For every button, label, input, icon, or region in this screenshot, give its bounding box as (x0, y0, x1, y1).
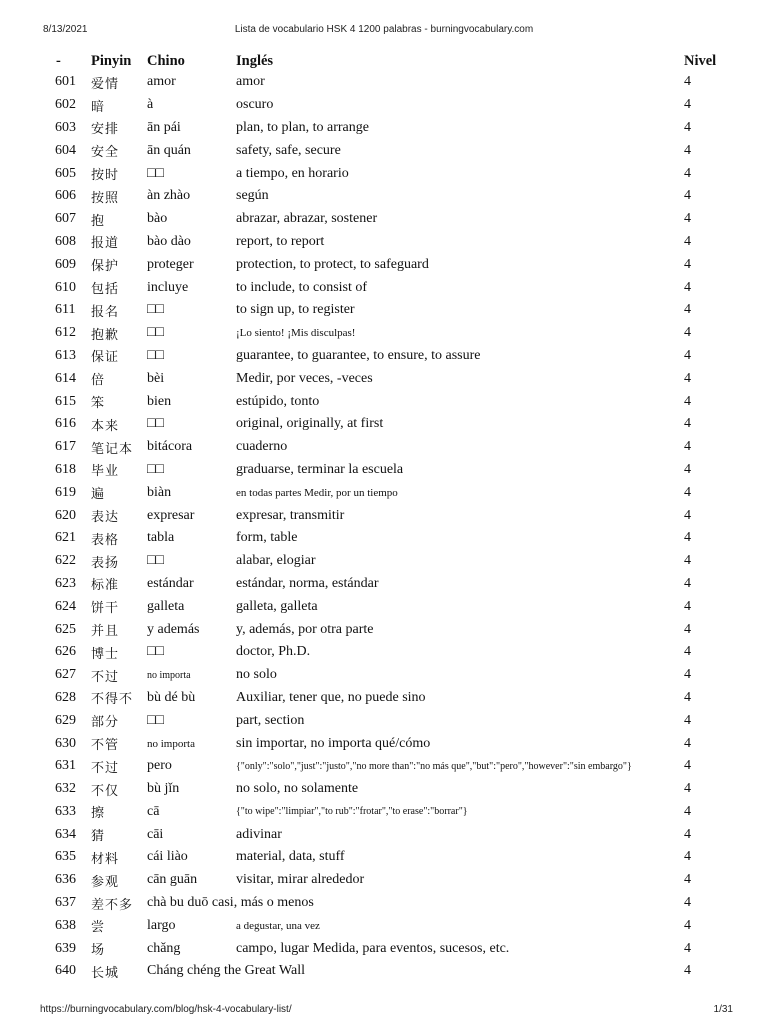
translation-cell: {"only":"solo","just":"justo","no more than":"no más que","but":"pero","however":"sin embargo"} (236, 760, 632, 772)
level-cell: 4 (684, 233, 691, 249)
chinese-cell: 抱 (91, 213, 106, 229)
chinese-cell: 表格 (91, 532, 120, 548)
row-number: 604 (55, 142, 76, 158)
pinyin-cell: □□ (147, 712, 164, 728)
table-row (40, 869, 740, 892)
row-number: 603 (55, 119, 76, 135)
row-number: 620 (55, 507, 76, 523)
translation-cell: plan, to plan, to arrange (236, 119, 369, 135)
pinyin-cell: □□ (147, 461, 164, 477)
level-cell: 4 (684, 644, 691, 660)
row-number: 601 (55, 74, 76, 90)
translation-cell: alabar, elogiar (236, 553, 316, 569)
table-row (40, 732, 740, 755)
pinyin-cell: □□ (147, 325, 164, 341)
translation-cell: {"to wipe":"limpiar","to rub":"frotar","to erase":"borrar"} (236, 806, 468, 818)
table-row (40, 94, 740, 117)
row-number: 632 (55, 781, 76, 797)
table-row (40, 71, 740, 94)
pinyin-cell: cān guān (147, 872, 198, 888)
level-cell: 4 (684, 256, 691, 272)
translation-cell: to include, to consist of (236, 279, 368, 295)
pinyin-cell: expresar (147, 507, 195, 523)
translation-cell: y, además, por otra parte (236, 621, 374, 637)
pinyin-cell: cā (147, 803, 160, 819)
table-row (40, 618, 740, 641)
translation-cell: no solo (236, 667, 277, 683)
translation-cell: visitar, mirar alrededor (236, 872, 365, 888)
level-cell: 4 (684, 188, 691, 204)
pinyin-cell: □□ (147, 553, 164, 569)
row-number: 631 (55, 758, 76, 774)
row-number: 613 (55, 347, 76, 363)
translation-cell: estúpido, tonto (236, 393, 320, 409)
chinese-cell: 毕业 (91, 464, 120, 480)
level-cell: 4 (684, 712, 691, 728)
chinese-cell: 爱情 (91, 76, 120, 92)
page-footer (0, 1004, 768, 1018)
row-number: 609 (55, 256, 76, 272)
table-row (40, 755, 740, 778)
chinese-cell: 材料 (91, 851, 120, 867)
table-row (40, 550, 740, 573)
chinese-cell: 不得不 (91, 692, 134, 708)
translation-cell: según (236, 188, 269, 204)
table-row (40, 162, 740, 185)
level-cell: 4 (684, 826, 691, 842)
pinyin-cell: □□ (147, 165, 164, 181)
chinese-cell: 暗 (91, 99, 106, 115)
level-cell: 4 (684, 917, 691, 933)
row-number: 636 (55, 872, 76, 888)
pinyin-cell: □□ (147, 644, 164, 660)
table-row (40, 664, 740, 687)
page-header (0, 24, 768, 38)
column-header-english: Inglés (236, 52, 274, 69)
table-row (40, 253, 740, 276)
level-cell: 4 (684, 370, 691, 386)
source-url: https://burningvocabulary.com/blog/hsk-4-vocabulary-list/ (40, 1004, 292, 1015)
chinese-cell: 倍 (91, 373, 106, 389)
translation-cell: ¡Lo siento! ¡Mis disculpas! (236, 327, 356, 340)
row-number: 640 (55, 963, 76, 979)
translation-cell: material, data, stuff (236, 849, 345, 865)
level-cell: 4 (684, 530, 691, 546)
translation-cell: no solo, no solamente (236, 781, 359, 797)
pinyin-cell: chǎng (147, 940, 181, 956)
table-row (40, 481, 740, 504)
level-cell: 4 (684, 393, 691, 409)
translation-cell: a tiempo, en horario (236, 165, 349, 181)
pinyin-cell: cái liào (147, 849, 188, 865)
row-number: 635 (55, 849, 76, 865)
chinese-cell: 报道 (91, 236, 120, 252)
chinese-cell: 不管 (91, 738, 120, 753)
level-cell: 4 (684, 211, 691, 227)
table-body (40, 71, 740, 983)
pinyin-cell: galleta (147, 598, 185, 614)
chinese-cell: 擦 (91, 806, 106, 822)
level-cell: 4 (684, 575, 691, 591)
chinese-cell: 按照 (91, 190, 120, 206)
level-cell: 4 (684, 461, 691, 477)
chinese-cell: 不仅 (91, 783, 120, 799)
pinyin-cell: □□ (147, 302, 164, 318)
pinyin-cell: incluye (147, 279, 189, 295)
level-cell: 4 (684, 621, 691, 637)
pinyin-cell: bào dào (147, 233, 191, 249)
table-row (40, 276, 740, 299)
translation-cell: guarantee, to guarantee, to ensure, to assure (236, 347, 481, 363)
table-row (40, 117, 740, 140)
chinese-cell: 长城 (91, 965, 120, 981)
level-cell: 4 (684, 963, 691, 979)
column-header-number: - (56, 52, 61, 69)
row-number: 610 (55, 279, 76, 295)
table-row (40, 185, 740, 208)
pinyin-cell: largo (147, 917, 176, 933)
level-cell: 4 (684, 735, 691, 751)
row-number: 616 (55, 416, 76, 432)
pinyin-cell: bù dé bù (147, 689, 196, 705)
table-row (40, 527, 740, 550)
table-row (40, 390, 740, 413)
translation-cell: part, section (236, 712, 305, 728)
chinese-cell: 不过 (91, 760, 120, 776)
level-cell: 4 (684, 165, 691, 181)
chinese-cell: 安全 (91, 145, 120, 161)
translation-cell: protection, to protect, to safeguard (236, 256, 429, 272)
table-row (40, 709, 740, 732)
table-row (40, 641, 740, 664)
chinese-cell: 差不多 (91, 897, 134, 913)
translation-cell: en todas partes Medir, por un tiempo (236, 486, 398, 499)
row-number: 634 (55, 826, 76, 842)
pinyin-cell: tabla (147, 530, 175, 546)
chinese-cell: 遍 (91, 487, 106, 503)
chinese-cell: 不过 (91, 669, 120, 685)
row-number: 621 (55, 530, 76, 546)
translation-cell: doctor, Ph.D. (236, 644, 311, 660)
translation-cell: to sign up, to register (236, 302, 355, 318)
chinese-cell: 笨 (91, 396, 106, 412)
document-title: Lista de vocabulario HSK 4 1200 palabras - burningvocabulary.com (234, 24, 534, 35)
row-number: 612 (55, 325, 76, 341)
table-row (40, 436, 740, 459)
row-number: 637 (55, 895, 76, 911)
chinese-cell: 包括 (91, 282, 120, 298)
pinyin-cell: à (147, 97, 154, 113)
translation-cell: estándar, norma, estándar (236, 575, 379, 591)
translation-cell: form, table (236, 530, 298, 546)
translation-cell: report, to report (236, 233, 325, 249)
table-row (40, 687, 740, 710)
pinyin-cell: □□ (147, 347, 164, 363)
chinese-cell: 标准 (91, 578, 120, 594)
row-number: 627 (55, 667, 76, 683)
table-row (40, 208, 740, 231)
level-cell: 4 (684, 347, 691, 363)
row-number: 615 (55, 393, 76, 409)
page-number: 1/31 (713, 1004, 733, 1015)
translation-cell: amor (236, 74, 265, 90)
column-header-pinyin: Pinyin (91, 52, 132, 69)
level-cell: 4 (684, 803, 691, 819)
row-number: 602 (55, 97, 76, 113)
table-row (40, 960, 740, 983)
chinese-cell: 本来 (91, 418, 120, 434)
pinyin-cell: proteger (147, 256, 194, 272)
table-row (40, 846, 740, 869)
pinyin-cell: bào (147, 211, 168, 227)
level-cell: 4 (684, 142, 691, 158)
chinese-cell: 安排 (91, 122, 120, 138)
table-row (40, 937, 740, 960)
vocabulary-table (40, 51, 740, 983)
translation-cell: oscuro (236, 97, 274, 113)
table-header-row (40, 51, 740, 71)
translation-cell: campo, lugar Medida, para eventos, sucesos, etc. (236, 940, 510, 956)
column-header-chinese: Chino (147, 52, 185, 69)
level-cell: 4 (684, 940, 691, 956)
pinyin-cell: estándar (147, 575, 194, 591)
chinese-cell: 抱歉 (91, 327, 120, 343)
pinyin-cell: no importa (147, 669, 191, 681)
row-number: 607 (55, 211, 76, 227)
pinyin-cell: àn zhào (147, 188, 191, 204)
chinese-cell: 博士 (91, 646, 120, 662)
chinese-cell: 参观 (91, 874, 120, 890)
row-number: 608 (55, 233, 76, 249)
pinyin-cell: Cháng chéng the Great Wall (147, 963, 306, 979)
row-number: 611 (55, 302, 76, 318)
level-cell: 4 (684, 439, 691, 455)
chinese-cell: 尝 (91, 920, 106, 936)
translation-cell: expresar, transmitir (236, 507, 345, 523)
table-row (40, 459, 740, 482)
table-row (40, 914, 740, 937)
level-cell: 4 (684, 667, 691, 683)
table-row (40, 573, 740, 596)
row-number: 633 (55, 803, 76, 819)
pinyin-cell: bèi (147, 370, 165, 386)
pinyin-cell: ān pái (147, 119, 181, 135)
column-header-level: Nivel (684, 52, 717, 69)
pinyin-cell: cāi (147, 826, 164, 842)
chinese-cell: 笔记本 (91, 441, 134, 457)
row-number: 629 (55, 712, 76, 728)
translation-cell: abrazar, abrazar, sostener (236, 211, 378, 227)
translation-cell: graduarse, terminar la escuela (236, 461, 404, 477)
level-cell: 4 (684, 507, 691, 523)
table-row (40, 595, 740, 618)
row-number: 625 (55, 621, 76, 637)
level-cell: 4 (684, 325, 691, 341)
table-row (40, 823, 740, 846)
level-cell: 4 (684, 872, 691, 888)
pinyin-cell: □□ (147, 416, 164, 432)
chinese-cell: 猜 (91, 829, 106, 845)
pinyin-cell: ān quán (147, 142, 191, 158)
translation-cell: original, originally, at first (236, 416, 384, 432)
level-cell: 4 (684, 484, 691, 500)
level-cell: 4 (684, 781, 691, 797)
table-row (40, 504, 740, 527)
pinyin-cell: biàn (147, 484, 172, 500)
table-row (40, 413, 740, 436)
chinese-cell: 表达 (91, 510, 120, 526)
table-row (40, 231, 740, 254)
row-number: 623 (55, 575, 76, 591)
chinese-cell: 按时 (91, 168, 120, 184)
pinyin-cell: bien (147, 393, 172, 409)
translation-cell: Medir, por veces, -veces (236, 370, 373, 386)
row-number: 624 (55, 598, 76, 614)
level-cell: 4 (684, 416, 691, 432)
table-row (40, 322, 740, 345)
translation-cell: adivinar (236, 826, 282, 842)
row-number: 630 (55, 735, 76, 751)
table-row (40, 892, 740, 915)
row-number: 618 (55, 461, 76, 477)
pinyin-cell: no importa (147, 737, 195, 750)
print-date: 8/13/2021 (43, 24, 88, 35)
translation-cell: Auxiliar, tener que, no puede sino (236, 689, 426, 705)
translation-cell: galleta, galleta (236, 598, 318, 614)
chinese-cell: 饼干 (91, 601, 120, 617)
chinese-cell: 保护 (91, 259, 120, 275)
table-row (40, 139, 740, 162)
table-row (40, 367, 740, 390)
row-number: 622 (55, 553, 76, 569)
translation-cell: cuaderno (236, 439, 288, 455)
level-cell: 4 (684, 74, 691, 90)
table-row (40, 801, 740, 824)
chinese-cell: 场 (91, 943, 106, 959)
level-cell: 4 (684, 119, 691, 135)
row-number: 605 (55, 165, 76, 181)
level-cell: 4 (684, 689, 691, 705)
translation-cell: sin importar, no importa qué/cómo (236, 735, 431, 751)
pinyin-cell: bù jǐn (147, 781, 180, 797)
table-row (40, 345, 740, 368)
row-number: 626 (55, 644, 76, 660)
pinyin-cell: pero (147, 758, 172, 774)
row-number: 606 (55, 188, 76, 204)
pinyin-cell: bitácora (147, 439, 193, 455)
pinyin-cell: chà bu duō casi, más o menos (147, 895, 314, 911)
level-cell: 4 (684, 895, 691, 911)
level-cell: 4 (684, 598, 691, 614)
row-number: 619 (55, 484, 76, 500)
pinyin-cell: amor (147, 74, 176, 90)
level-cell: 4 (684, 279, 691, 295)
table-row (40, 778, 740, 801)
table-row (40, 299, 740, 322)
chinese-cell: 报名 (91, 304, 120, 320)
translation-cell: safety, safe, secure (236, 142, 341, 158)
row-number: 639 (55, 940, 76, 956)
chinese-cell: 表扬 (91, 555, 120, 571)
row-number: 628 (55, 689, 76, 705)
row-number: 638 (55, 917, 76, 933)
row-number: 617 (55, 439, 76, 455)
level-cell: 4 (684, 97, 691, 113)
chinese-cell: 并且 (91, 624, 120, 640)
translation-cell: a degustar, una vez (236, 919, 320, 932)
row-number: 614 (55, 370, 76, 386)
level-cell: 4 (684, 849, 691, 865)
level-cell: 4 (684, 758, 691, 774)
chinese-cell: 保证 (91, 350, 120, 366)
pinyin-cell: y además (147, 621, 200, 637)
level-cell: 4 (684, 302, 691, 318)
level-cell: 4 (684, 553, 691, 569)
chinese-cell: 部分 (91, 715, 120, 731)
